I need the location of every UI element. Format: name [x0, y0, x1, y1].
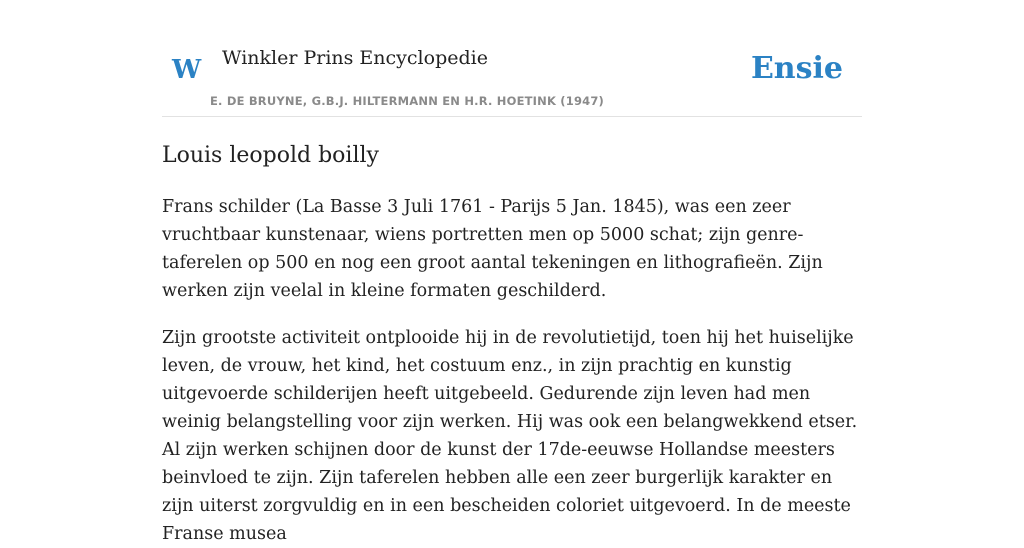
article-paragraph: Zijn grootste activiteit ontplooide hij in de revolutietijd, toen hij het huiselijke leven, de vrouw, het kind, het costuum enz., in zijn prachtig en kunstig uitgevoerde schilderijen heeft uitgebeeld. Gedurende zijn leven had men weinig belangstelling voor zijn werken. Hij was ook een belangwekkend etser. Al zijn werken schijnen door de kunst der 17de-eeuwse Hollandse meesters beinvloed te zijn. Zijn taferelen hebben alle een zeer burgerlijk karakter en zijn uiterst zorgvuldig en in een bescheiden coloriet uitgevoerd. In de meeste Franse musea — [162, 328, 858, 544]
article-paragraph: Frans schilder (La Basse 3 Juli 1761 - Parijs 5 Jan. 1845), was een zeer vruchtbaar kunstenaar, wiens portretten men op 5000 schat; zijn genre-taferelen op 500 en nog een groot aantal tekeningen en lithografieën. Zijn werken zijn veelal in kleine formaten geschilderd. — [162, 197, 823, 301]
source-authors: E. DE BRUYNE, G.B.J. HILTERMANN EN H.R. HOETINK (1947) — [210, 94, 605, 108]
brand-logo[interactable]: Ensie — [750, 51, 843, 86]
header — [162, 0, 862, 117]
page-content — [162, 0, 862, 548]
source-title[interactable]: Winkler Prins Encyclopedie — [222, 47, 488, 69]
article-title: Louis leopold boilly — [162, 143, 379, 168]
source-logo[interactable]: W — [172, 55, 202, 85]
